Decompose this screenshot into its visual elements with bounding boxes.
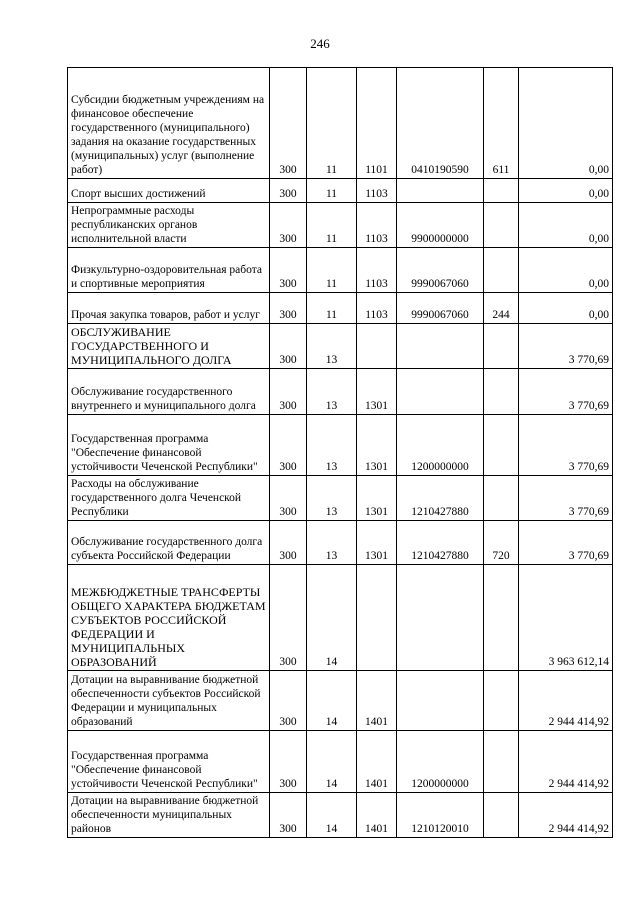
row-section: 14: [307, 671, 357, 731]
row-subsection: 1401: [357, 671, 397, 731]
row-name: Государственная программа "Обеспечение финансовой устойчивости Чеченской Республики": [68, 731, 270, 793]
table-row: [68, 415, 613, 476]
row-target-article: 1200000000: [397, 731, 484, 793]
row-subsection: 1301: [357, 476, 397, 521]
row-expense-type: [484, 476, 519, 521]
row-target-article: [397, 565, 484, 671]
row-expense-type: [484, 248, 519, 293]
row-name: МЕЖБЮДЖЕТНЫЕ ТРАНСФЕРТЫ ОБЩЕГО ХАРАКТЕРА БЮДЖЕТАМ СУБЪЕКТОВ РОССИЙСКОЙ ФЕДЕРАЦИИ И МУНИЦИПАЛЬНЫХ ОБРАЗОВАНИЙ: [68, 565, 270, 671]
row-section: 11: [307, 293, 357, 324]
row-subsection: [357, 565, 397, 671]
table-row: [68, 324, 613, 369]
row-section: 14: [307, 565, 357, 671]
row-subsection: [357, 324, 397, 369]
row-amount: 0,00: [519, 293, 613, 324]
row-expense-type: [484, 731, 519, 793]
row-code-300: 300: [270, 369, 307, 415]
row-code-300: 300: [270, 793, 307, 838]
row-amount: 3 770,69: [519, 415, 613, 476]
row-amount: 2 944 414,92: [519, 671, 613, 731]
row-expense-type: 244: [484, 293, 519, 324]
row-amount: 3 770,69: [519, 369, 613, 415]
row-amount: 0,00: [519, 248, 613, 293]
table-row: [68, 68, 613, 179]
row-subsection: 1101: [357, 68, 397, 179]
table-row: [68, 521, 613, 565]
row-amount: 0,00: [519, 203, 613, 248]
row-subsection: 1401: [357, 793, 397, 838]
row-code-300: 300: [270, 476, 307, 521]
row-code-300: 300: [270, 521, 307, 565]
row-code-300: 300: [270, 203, 307, 248]
row-code-300: 300: [270, 293, 307, 324]
row-subsection: 1401: [357, 731, 397, 793]
row-amount: 0,00: [519, 68, 613, 179]
row-target-article: [397, 369, 484, 415]
row-name: Физкультурно-оздоровительная работа и спортивные мероприятия: [68, 248, 270, 293]
table-row: [68, 248, 613, 293]
row-name: Расходы на обслуживание государственного долга Чеченской Республики: [68, 476, 270, 521]
row-subsection: 1103: [357, 248, 397, 293]
row-code-300: 300: [270, 324, 307, 369]
row-amount: 0,00: [519, 179, 613, 203]
row-code-300: 300: [270, 179, 307, 203]
row-expense-type: [484, 671, 519, 731]
table-row: [68, 731, 613, 793]
row-name: Дотации на выравнивание бюджетной обеспеченности субъектов Российской Федерации и муниципальных образований: [68, 671, 270, 731]
row-name: Прочая закупка товаров, работ и услуг: [68, 293, 270, 324]
row-name: Дотации на выравнивание бюджетной обеспеченности муниципальных районов: [68, 793, 270, 838]
row-target-article: 1210427880: [397, 476, 484, 521]
row-subsection: 1103: [357, 203, 397, 248]
row-amount: 2 944 414,92: [519, 731, 613, 793]
row-amount: 3 770,69: [519, 324, 613, 369]
page-number: 246: [310, 36, 330, 51]
row-subsection: 1301: [357, 415, 397, 476]
row-amount: 2 944 414,92: [519, 793, 613, 838]
row-name: Спорт высших достижений: [68, 179, 270, 203]
row-subsection: 1103: [357, 179, 397, 203]
row-section: 11: [307, 68, 357, 179]
row-code-300: 300: [270, 248, 307, 293]
row-amount: 3 770,69: [519, 521, 613, 565]
row-section: 14: [307, 731, 357, 793]
row-amount: 3 963 612,14: [519, 565, 613, 671]
row-section: 11: [307, 203, 357, 248]
row-target-article: 0410190590: [397, 68, 484, 179]
row-target-article: [397, 671, 484, 731]
row-target-article: 9990067060: [397, 248, 484, 293]
row-code-300: 300: [270, 415, 307, 476]
row-target-article: 9990067060: [397, 293, 484, 324]
row-amount: 3 770,69: [519, 476, 613, 521]
table-row: [68, 179, 613, 203]
table-row: [68, 565, 613, 671]
row-expense-type: [484, 793, 519, 838]
row-section: 11: [307, 179, 357, 203]
row-expense-type: [484, 324, 519, 369]
row-target-article: 1210120010: [397, 793, 484, 838]
table-row: [68, 476, 613, 521]
row-name: Субсидии бюджетным учреждениям на финансовое обеспечение государственного (муниципального) задания на оказание государственных (муниципальных) услуг (выполнение работ): [68, 68, 270, 179]
row-target-article: [397, 324, 484, 369]
table-row: [68, 671, 613, 731]
row-code-300: 300: [270, 671, 307, 731]
table-row: [68, 369, 613, 415]
row-subsection: 1103: [357, 293, 397, 324]
row-target-article: 1200000000: [397, 415, 484, 476]
row-expense-type: [484, 203, 519, 248]
row-name: Государственная программа "Обеспечение финансовой устойчивости Чеченской Республики": [68, 415, 270, 476]
row-target-article: [397, 179, 484, 203]
row-name: Непрограммные расходы республиканских органов исполнительной власти: [68, 203, 270, 248]
row-expense-type: [484, 415, 519, 476]
row-target-article: 1210427880: [397, 521, 484, 565]
row-subsection: 1301: [357, 521, 397, 565]
row-expense-type: [484, 565, 519, 671]
row-name: ОБСЛУЖИВАНИЕ ГОСУДАРСТВЕННОГО И МУНИЦИПАЛЬНОГО ДОЛГА: [68, 324, 270, 369]
row-expense-type: 611: [484, 68, 519, 179]
row-section: 13: [307, 369, 357, 415]
row-section: 13: [307, 521, 357, 565]
row-name: Обслуживание государственного долга субъекта Российской Федерации: [68, 521, 270, 565]
row-subsection: 1301: [357, 369, 397, 415]
row-section: 14: [307, 793, 357, 838]
table-row: [68, 293, 613, 324]
row-expense-type: 720: [484, 521, 519, 565]
row-code-300: 300: [270, 565, 307, 671]
row-section: 13: [307, 415, 357, 476]
row-section: 13: [307, 476, 357, 521]
row-section: 11: [307, 248, 357, 293]
row-target-article: 9900000000: [397, 203, 484, 248]
table-row: [68, 203, 613, 248]
row-code-300: 300: [270, 731, 307, 793]
table-row: [68, 793, 613, 838]
budget-table: [67, 67, 613, 838]
row-expense-type: [484, 369, 519, 415]
row-expense-type: [484, 179, 519, 203]
row-section: 13: [307, 324, 357, 369]
row-code-300: 300: [270, 68, 307, 179]
row-name: Обслуживание государственного внутреннего и муниципального долга: [68, 369, 270, 415]
